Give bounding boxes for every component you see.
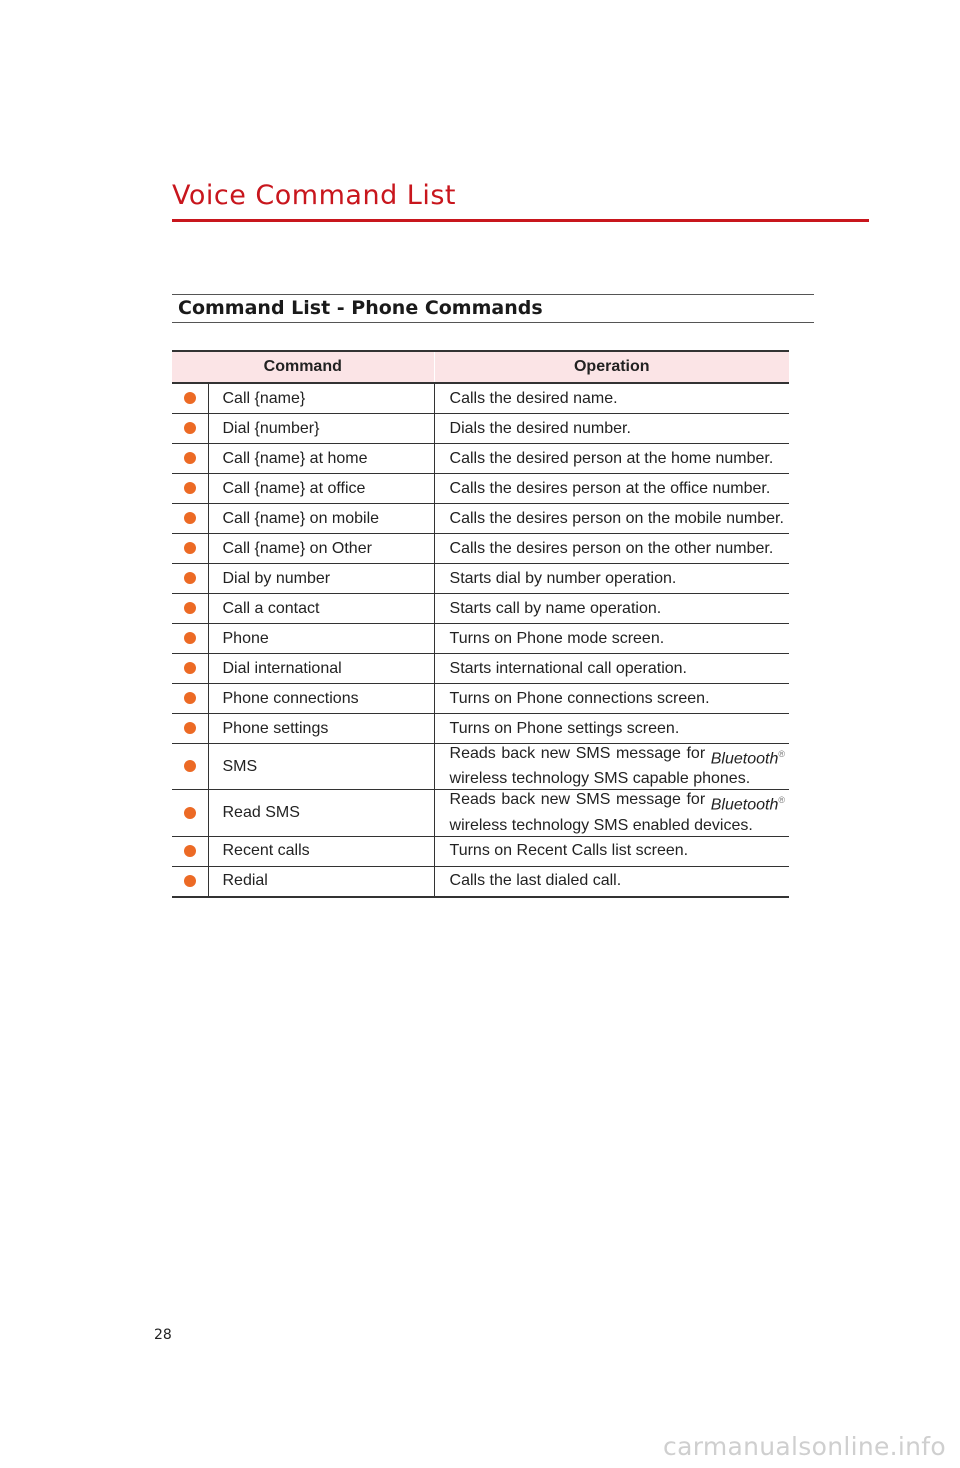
bullet-cell [172, 744, 208, 790]
operation-cell: Starts dial by number operation. [434, 564, 789, 594]
operation-cell: Turns on Phone connections screen. [434, 684, 789, 714]
bullet-cell [172, 414, 208, 444]
operation-word: for [686, 745, 706, 762]
command-cell: Call a contact [208, 594, 434, 624]
page-number: 28 [154, 1327, 172, 1343]
bullet-cell [172, 624, 208, 654]
table-row [172, 654, 789, 684]
table-row [172, 383, 789, 414]
page-title: Voice Command List [172, 180, 456, 211]
operation-cell: Calls the desired person at the home number. [434, 444, 789, 474]
orange-dot-icon [184, 807, 196, 819]
table-row [172, 714, 789, 744]
table-row [172, 866, 789, 897]
table-row [172, 624, 789, 654]
bullet-cell [172, 534, 208, 564]
table-header-row [172, 351, 789, 383]
operation-line-1 [450, 744, 786, 769]
operation-word: Reads [449, 745, 496, 762]
orange-dot-icon [184, 845, 196, 857]
title-rule [172, 219, 869, 222]
section-heading-text: Command List - Phone Commands [178, 297, 543, 319]
table-row [172, 474, 789, 504]
operation-cell: Starts call by name operation. [434, 594, 789, 624]
table-row [172, 594, 789, 624]
operation-word: back [501, 745, 536, 762]
orange-dot-icon [184, 482, 196, 494]
table-row [172, 836, 789, 866]
operation-cell [434, 744, 789, 790]
bullet-cell [172, 504, 208, 534]
operation-cell: Calls the desires person on the other number. [434, 534, 789, 564]
table-row [172, 684, 789, 714]
command-cell: Read SMS [208, 790, 434, 836]
command-cell: SMS [208, 744, 434, 790]
command-cell: Dial international [208, 654, 434, 684]
command-cell: Phone connections [208, 684, 434, 714]
section-heading [172, 294, 814, 323]
column-header-operation: Operation [434, 351, 789, 383]
command-cell: Phone settings [208, 714, 434, 744]
bluetooth-brand [711, 790, 785, 815]
command-table [172, 350, 789, 898]
page-header [172, 176, 869, 216]
orange-dot-icon [184, 422, 196, 434]
registered-mark: ® [778, 795, 785, 806]
operation-word: new [540, 745, 571, 762]
orange-dot-icon [184, 662, 196, 674]
operation-word: SMS [575, 791, 611, 809]
operation-word: SMS [575, 745, 611, 762]
orange-dot-icon [184, 392, 196, 404]
bullet-cell [172, 444, 208, 474]
table-body [172, 383, 789, 897]
table-row [172, 504, 789, 534]
operation-word: Reads [449, 791, 496, 809]
command-cell: Call {name} at home [208, 444, 434, 474]
command-cell: Dial {number} [208, 414, 434, 444]
bullet-cell [172, 790, 208, 836]
column-header-command: Command [172, 351, 434, 383]
table-row [172, 790, 789, 836]
operation-cell: Calls the last dialed call. [434, 866, 789, 897]
operation-cell: Dials the desired number. [434, 414, 789, 444]
orange-dot-icon [184, 572, 196, 584]
bullet-cell [172, 866, 208, 897]
orange-dot-icon [184, 760, 196, 772]
operation-line-1 [450, 790, 786, 815]
orange-dot-icon [184, 632, 196, 644]
bullet-cell [172, 836, 208, 866]
table-row [172, 414, 789, 444]
orange-dot-icon [184, 692, 196, 704]
operation-word: message [615, 745, 681, 762]
command-cell: Dial by number [208, 564, 434, 594]
command-cell: Call {name} [208, 383, 434, 414]
table-row [172, 534, 789, 564]
operation-cell: Turns on Phone settings screen. [434, 714, 789, 744]
bullet-cell [172, 594, 208, 624]
operation-cell: Calls the desires person at the office number. [434, 474, 789, 504]
orange-dot-icon [184, 602, 196, 614]
orange-dot-icon [184, 875, 196, 887]
bullet-cell [172, 684, 208, 714]
registered-mark: ® [778, 749, 785, 759]
command-cell: Phone [208, 624, 434, 654]
table-row [172, 744, 789, 790]
operation-cell: Turns on Recent Calls list screen. [434, 836, 789, 866]
operation-cell: Calls the desires person on the mobile number. [434, 504, 789, 534]
bullet-cell [172, 714, 208, 744]
operation-word: for [686, 791, 706, 809]
operation-cell: Turns on Phone mode screen. [434, 624, 789, 654]
operation-line-2: wireless technology SMS enabled devices. [449, 816, 753, 834]
orange-dot-icon [184, 722, 196, 734]
command-cell: Call {name} on mobile [208, 504, 434, 534]
bullet-cell [172, 383, 208, 414]
bluetooth-brand [711, 744, 785, 769]
operation-word: new [540, 791, 571, 809]
bullet-cell [172, 564, 208, 594]
table-row [172, 564, 789, 594]
orange-dot-icon [184, 542, 196, 554]
bullet-cell [172, 474, 208, 504]
operation-word: message [615, 791, 681, 809]
orange-dot-icon [184, 452, 196, 464]
command-cell: Call {name} on Other [208, 534, 434, 564]
command-cell: Redial [208, 866, 434, 897]
operation-cell: Starts international call operation. [434, 654, 789, 684]
orange-dot-icon [184, 512, 196, 524]
table-row [172, 444, 789, 474]
operation-cell: Calls the desired name. [434, 383, 789, 414]
operation-line-2: wireless technology SMS capable phones. [449, 770, 751, 788]
bluetooth-word: Bluetooth [710, 750, 779, 768]
bullet-cell [172, 654, 208, 684]
watermark: carmanualsonline.info [663, 1432, 946, 1461]
command-cell: Recent calls [208, 836, 434, 866]
operation-cell [434, 790, 789, 836]
bluetooth-word: Bluetooth [710, 796, 779, 814]
operation-word: back [501, 791, 536, 809]
command-cell: Call {name} at office [208, 474, 434, 504]
